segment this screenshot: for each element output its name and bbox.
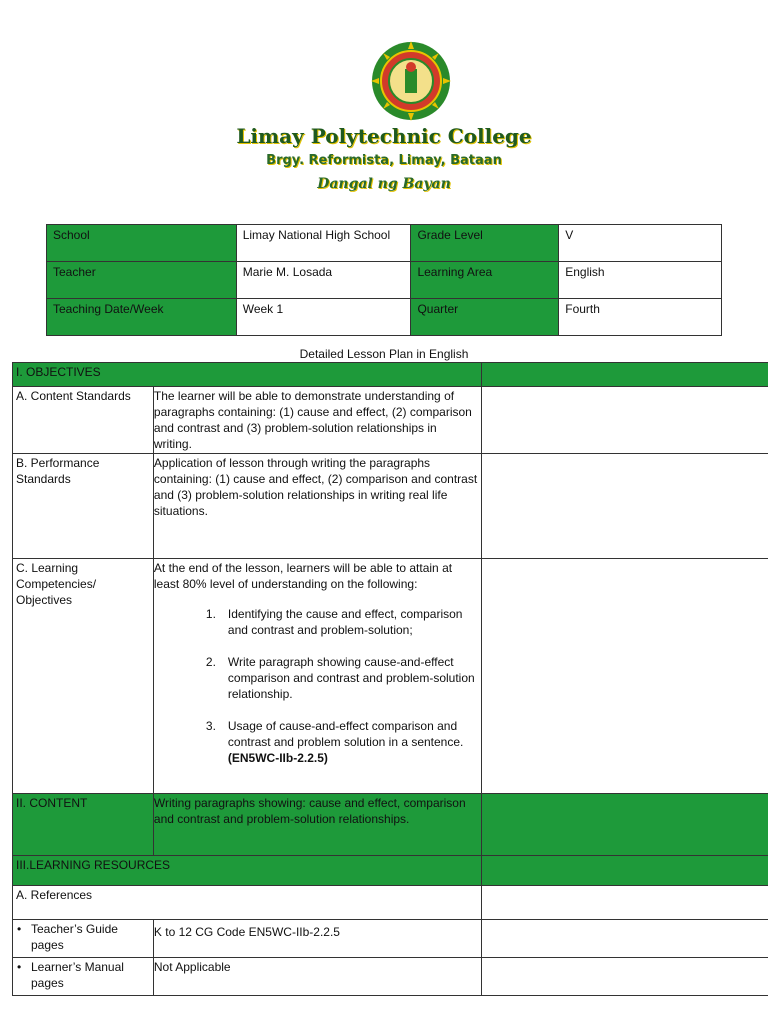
objectives-heading-row <box>13 363 768 387</box>
table-row <box>13 886 768 920</box>
learning-area-label: Learning Area <box>411 262 559 299</box>
table-row <box>13 559 768 794</box>
teaching-date-label: Teaching Date/Week <box>47 299 237 336</box>
references-label: A. References <box>13 886 482 920</box>
learners-manual-value: Not Applicable <box>153 958 481 996</box>
lesson-plan-title: Detailed Lesson Plan in English <box>299 347 469 361</box>
list-item <box>206 606 478 638</box>
table-row <box>13 387 768 454</box>
content-heading: II. CONTENT <box>13 794 154 856</box>
empty-cell <box>481 559 768 794</box>
content-text: Writing paragraphs showing: cause and effect, comparison and contrast and problem-solution relationships. <box>153 794 481 856</box>
competencies-list <box>206 606 478 766</box>
teachers-guide-label-cell <box>13 920 154 958</box>
resources-heading-row <box>13 856 768 886</box>
college-motto: Dangal ng Bayan <box>317 176 451 192</box>
competency-code: (EN5WC-IIb-2.2.5) <box>227 751 328 765</box>
empty-cell <box>481 454 768 559</box>
grade-level-label: Grade Level <box>411 225 559 262</box>
bullet-icon: • <box>17 960 22 974</box>
info-row <box>47 299 722 336</box>
table-row <box>13 454 768 559</box>
learners-manual-label: Learner’s Manual pages <box>31 960 124 990</box>
objectives-heading: I. OBJECTIVES <box>13 363 482 387</box>
teachers-guide-label: Teacher’s Guide pages <box>31 922 118 952</box>
competencies-label: C. Learning Competencies/ Objectives <box>13 559 154 794</box>
empty-cell <box>481 856 768 886</box>
lesson-plan-table <box>12 362 768 996</box>
lesson-info-table <box>46 224 722 336</box>
list-item <box>206 654 478 702</box>
college-address: Brgy. Reformista, Limay, Bataan <box>266 153 502 168</box>
performance-standards-label: B. Performance Standards <box>13 454 154 559</box>
college-seal-icon <box>371 41 451 121</box>
learning-area-value: English <box>559 262 722 299</box>
quarter-value: Fourth <box>559 299 722 336</box>
table-row <box>13 920 768 958</box>
list-item-text: Identifying the cause and effect, comparison and contrast and problem-solution; <box>227 607 463 637</box>
info-row <box>47 262 722 299</box>
list-item-text: Usage of cause-and-effect comparison and contrast and problem solution in a sentence. <box>227 719 464 749</box>
quarter-label: Quarter <box>411 299 559 336</box>
list-item-number: 3. <box>205 719 216 733</box>
empty-cell <box>481 387 768 454</box>
teachers-guide-value: K to 12 CG Code EN5WC-IIb-2.2.5 <box>153 920 481 958</box>
performance-standards-text: Application of lesson through writing the paragraphs containing: (1) cause and effect, (2) comparison and contrast and (3) problem-solution relationships in writing real life situations. <box>153 454 481 559</box>
empty-cell <box>481 794 768 856</box>
content-standards-text: The learner will be able to demonstrate understanding of paragraphs containing: (1) cause and effect, (2) comparison and contrast and (3) problem-solution relationships in writing. <box>153 387 481 454</box>
list-item-body <box>228 718 478 766</box>
competencies-cell <box>153 559 481 794</box>
info-row <box>47 225 722 262</box>
grade-level-value: V <box>559 225 722 262</box>
competencies-intro: At the end of the lesson, learners will be able to attain at least 80% level of understanding on the following: <box>153 561 453 591</box>
list-item-text: Write paragraph showing cause-and-effect comparison and contrast and problem-solution relationship. <box>227 655 475 701</box>
bullet-icon: • <box>17 922 22 936</box>
school-label: School <box>47 225 237 262</box>
list-item-number: 2. <box>205 655 216 669</box>
empty-cell <box>481 363 768 387</box>
empty-cell <box>481 886 768 920</box>
college-name: Limay Polytechnic College <box>236 124 532 148</box>
list-item-number: 1. <box>205 607 216 621</box>
school-value: Limay National High School <box>236 225 411 262</box>
learners-manual-label-cell <box>13 958 154 996</box>
table-row <box>13 958 768 996</box>
resources-heading: III.LEARNING RESOURCES <box>13 856 482 886</box>
teacher-value: Marie M. Losada <box>236 262 411 299</box>
empty-cell <box>481 958 768 996</box>
teaching-date-value: Week 1 <box>236 299 411 336</box>
content-standards-label: A. Content Standards <box>13 387 154 454</box>
empty-cell <box>481 920 768 958</box>
list-item <box>206 718 478 766</box>
content-row <box>13 794 768 856</box>
teacher-label: Teacher <box>47 262 237 299</box>
